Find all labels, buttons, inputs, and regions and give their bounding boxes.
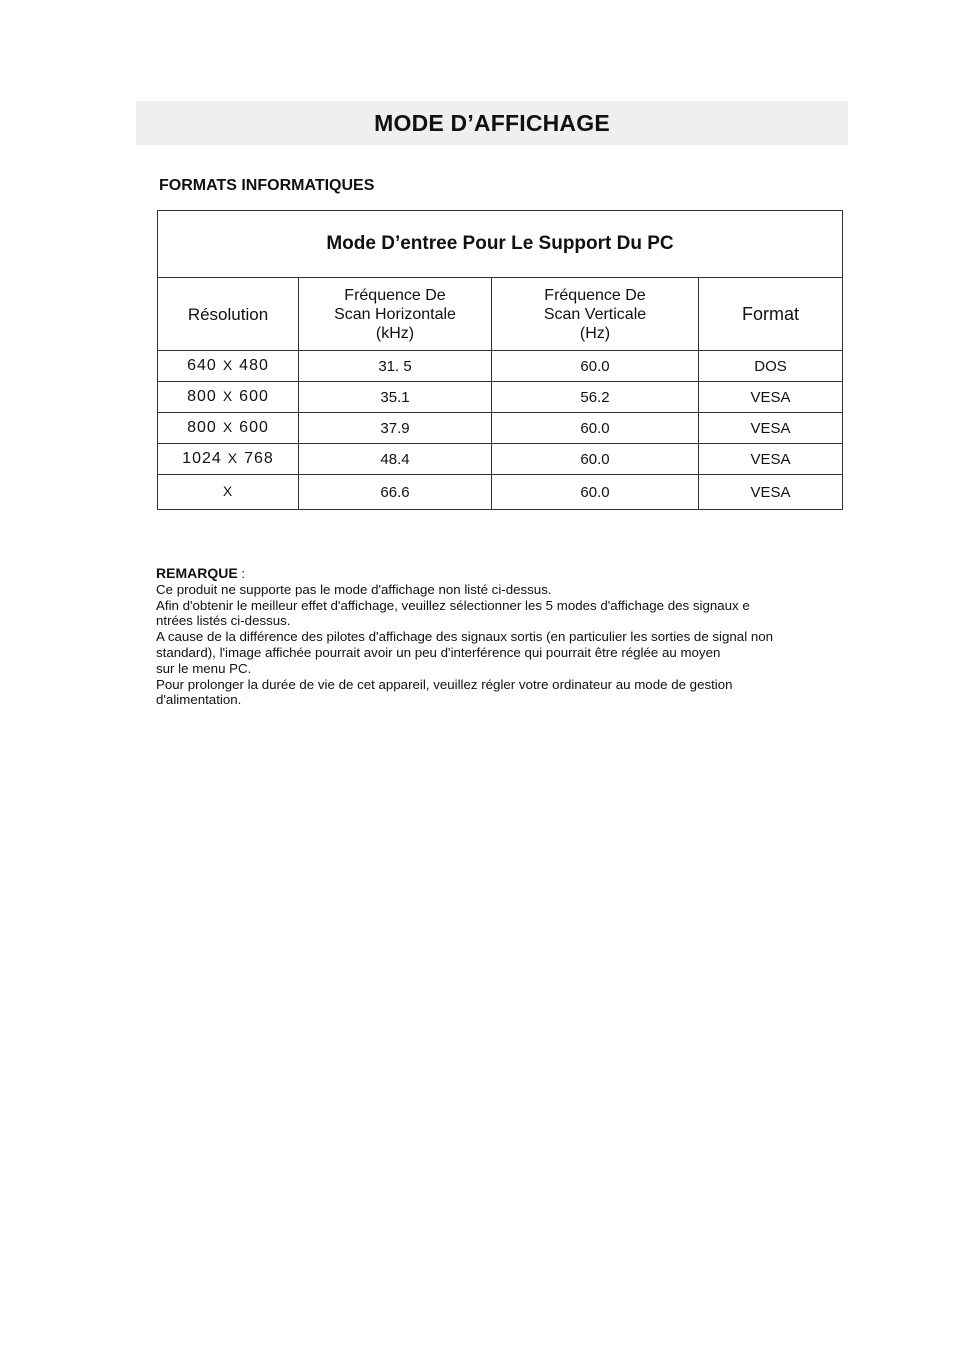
- table-row: [158, 413, 843, 444]
- header-format: Format: [699, 278, 843, 351]
- cell-resolution: [158, 475, 299, 510]
- cell-resolution: [158, 351, 299, 382]
- cell-resolution: [158, 444, 299, 475]
- cell-format: VESA: [699, 475, 843, 510]
- remark-label: REMARQUE: [156, 565, 238, 581]
- table-row: [158, 382, 843, 413]
- cell-format: DOS: [699, 351, 843, 382]
- table-row: [158, 351, 843, 382]
- remark-line: Pour prolonger la durée de vie de cet appareil, veuillez régler votre ordinateur au mode de gestion: [156, 676, 733, 692]
- remark-label-suffix: :: [237, 566, 246, 581]
- header-horizontal-frequency: [299, 278, 492, 351]
- header-resolution: Résolution: [158, 278, 299, 351]
- cell-format: VESA: [699, 413, 843, 444]
- remark-block: [156, 566, 836, 708]
- res-width: 640: [187, 357, 217, 374]
- cell-v-freq: 56.2: [492, 382, 699, 413]
- remark-line: A cause de la différence des pilotes d'affichage des signaux sortis (en particulier les sorties de signal non: [156, 629, 774, 645]
- res-width: 1024: [182, 450, 222, 467]
- cell-format: VESA: [699, 382, 843, 413]
- res-height: 480: [239, 357, 269, 374]
- page-title: MODE D’AFFICHAGE: [374, 109, 610, 136]
- title-bar: [136, 101, 848, 145]
- remark-line: d'alimentation.: [156, 692, 242, 708]
- remark-line: standard), l'image affichée pourrait avoir un peu d'interférence qui pourrait être réglée au moyen: [156, 644, 721, 660]
- res-x: X: [222, 357, 234, 373]
- table-caption: Mode D’entree Pour Le Support Du PC: [158, 211, 843, 278]
- res-width: 800: [187, 419, 217, 436]
- header-v-line1: Fréquence De: [544, 286, 646, 304]
- cell-format: VESA: [699, 444, 843, 475]
- cell-v-freq: 60.0: [492, 351, 699, 382]
- res-height: 768: [244, 450, 274, 467]
- table-row: [158, 444, 843, 475]
- remark-line: ntrées listés ci-dessus.: [156, 613, 291, 629]
- cell-h-freq: 31. 5: [299, 351, 492, 382]
- cell-resolution: [158, 382, 299, 413]
- res-width: 800: [187, 388, 217, 405]
- header-h-unit: (kHz): [375, 324, 415, 342]
- cell-h-freq: 66.6: [299, 475, 492, 510]
- table-row: [158, 475, 843, 510]
- header-v-unit: (Hz): [579, 324, 611, 342]
- remark-line: Ce produit ne supporte pas le mode d'affichage non listé ci-dessus.: [156, 581, 552, 597]
- remark-line: Afin d'obtenir le meilleur effet d'affichage, veuillez sélectionner les 5 modes d'affichage des signaux e: [156, 597, 750, 613]
- cell-h-freq: 35.1: [299, 382, 492, 413]
- header-v-line2: Scan Verticale: [543, 305, 647, 323]
- res-height: 600: [239, 419, 269, 436]
- remark-line: sur le menu PC.: [156, 660, 252, 676]
- cell-v-freq: 60.0: [492, 475, 699, 510]
- table-header-row: [158, 278, 843, 351]
- res-x: X: [222, 388, 234, 404]
- res-height: 600: [239, 388, 269, 405]
- header-vertical-frequency: [492, 278, 699, 351]
- header-h-line2: Scan Horizontale: [334, 305, 456, 323]
- cell-h-freq: 37.9: [299, 413, 492, 444]
- cell-v-freq: 60.0: [492, 413, 699, 444]
- res-x: X: [222, 419, 234, 435]
- cell-h-freq: 48.4: [299, 444, 492, 475]
- cell-resolution: [158, 413, 299, 444]
- header-h-line1: Fréquence De: [344, 286, 446, 304]
- display-modes-table: [157, 210, 843, 510]
- res-x: X: [222, 483, 234, 499]
- section-heading: FORMATS INFORMATIQUES: [159, 177, 375, 194]
- cell-v-freq: 60.0: [492, 444, 699, 475]
- remark-heading: [156, 566, 836, 582]
- res-x: X: [227, 450, 239, 466]
